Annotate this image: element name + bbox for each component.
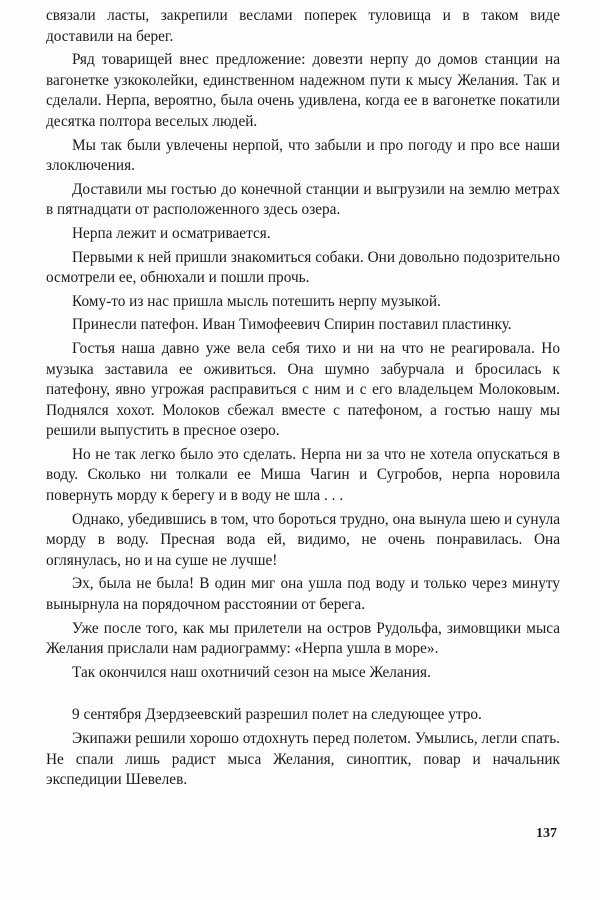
page-number: 137 xyxy=(536,826,557,841)
paragraph-3: Мы так были увлечены нерпой, что забыли и про погоду и про все наши злоключения. xyxy=(46,136,560,175)
paragraph-8: Принесли патефон. Иван Тимофеевич Спирин поставил пластинку. xyxy=(72,316,512,334)
paragraph-15: 9 сентября Дзердзеевский разрешил полет на следующее утро. xyxy=(72,706,482,724)
paragraph-5: Нерпа лежит и осматривается. xyxy=(72,224,271,242)
paragraph-6: Первыми к ней пришли знакомиться собаки. Они довольно подозрительно осмотрели ее, обнюхали и пошли прочь. xyxy=(46,248,560,287)
paragraph-11: Однако, убедившись в том, что бороться трудно, она вынула шею и сунула морду в воду. Пресная вода ей, видимо, не очень понравилась. Она оглянулась, но и на суше не лучше! xyxy=(46,510,560,569)
paragraph-14: Так окончился наш охотничий сезон на мысе Желания. xyxy=(72,663,431,681)
paragraph-9: Гостья наша давно уже вела себя тихо и ни на что не реагировала. Но музыка заставила ее оживиться. Она шумно забурчала и бросилась к патефону, явно угрожая расправиться с ним и с его владельцем Молоковым. Поднялся хохот. Молоков сбежал вместе с патефоном, а гостью нашу мы решили выпустить в пресное озеро. xyxy=(46,339,560,440)
paragraph-1: связали ласты, закрепили веслами поперек туловища и в таком виде доставили на берег. xyxy=(46,7,560,45)
paragraph-16: Экипажи решили хорошо отдохнуть перед полетом. Умылись, легли спать. Не спали лишь радист мыса Желания, синоптик, повар и начальник экспедиции Шевелев. xyxy=(46,730,560,789)
paragraph-10: Но не так легко было это сделать. Нерпа ни за что не хотела опускаться в воду. Сколько ни толкали ее Миша Чагин и Сугробов, нерпа норовила повернуть морду к берегу и в воду не шла . . . xyxy=(46,445,560,505)
paragraph-7: Кому-то из нас пришла мысль потешить нерпу музыкой. xyxy=(72,292,441,310)
body-text xyxy=(46,6,560,791)
paragraph-4: Доставили мы гостью до конечной станции и выгрузили на землю метрах в пятнадцати от расположенного здесь озера. xyxy=(46,180,560,219)
paragraph-12: Эх, была не была! В один миг она ушла под воду и только через минуту вынырнула на порядочном расстоянии от берега. xyxy=(46,575,560,614)
paragraph-2: Ряд товарищей внес предложение: довезти нерпу до домов станции на вагонетке узкоколейки, единственном надежном пути к мысу Желания. Так и сделали. Нерпа, вероятно, была очень удивлена, когда ее в вагонетке покатили десятка полтора веселых людей. xyxy=(46,51,560,130)
paragraph-13: Уже после того, как мы прилетели на остров Рудольфа, зимовщики мыса Желания прислали нам радиограмму: «Нерпа ушла в море». xyxy=(46,619,560,658)
